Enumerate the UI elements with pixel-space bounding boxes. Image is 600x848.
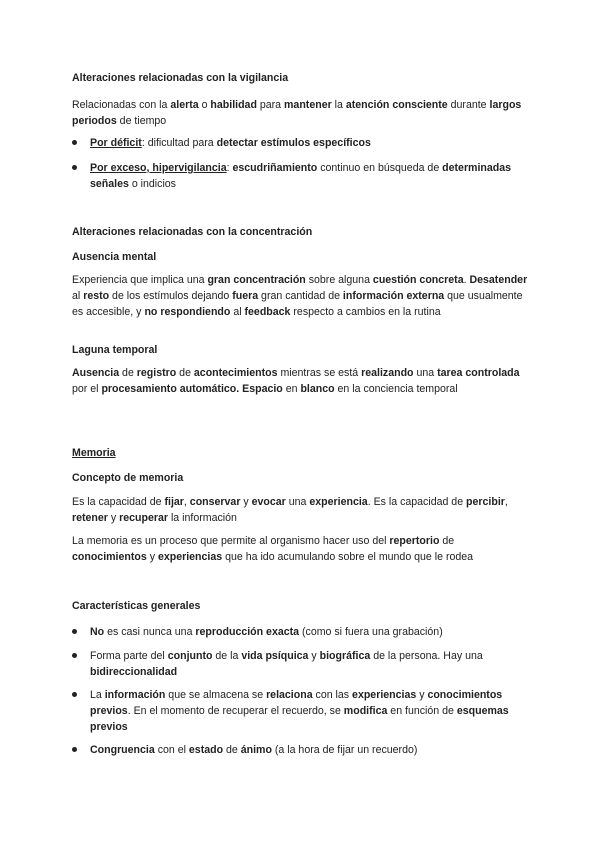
bullet-reproduccion: No es casi nunca una reproducción exacta (como si fuera una grabación) bbox=[90, 624, 528, 640]
bullet-dot bbox=[72, 653, 77, 658]
bullet-por-deficit: Por déficit: dificultad para detectar estímulos específicos bbox=[90, 135, 528, 151]
bullet-dot bbox=[72, 165, 77, 170]
bullet-dot bbox=[72, 692, 77, 697]
bullet-congruencia: Congruencia con el estado de ánimo (a la hora de fijar un recuerdo) bbox=[90, 742, 528, 758]
bullet-por-exceso: Por exceso, hipervigilancia: escudriñamiento continuo en búsqueda de determinadas señales o indicios bbox=[90, 160, 528, 192]
paragraph-laguna-temporal: Ausencia de registro de acontecimientos mientras se está realizando una tarea controlada por el procesamiento automático. Espacio en blanco en la conciencia temporal bbox=[72, 367, 520, 395]
paragraph-vigilancia-intro: Relacionadas con la alerta o habilidad para mantener la atención consciente durante largos periodos de tiempo bbox=[72, 99, 522, 127]
bullet-dot bbox=[72, 629, 77, 634]
bullet-dot bbox=[72, 140, 77, 145]
heading-memoria: Memoria bbox=[72, 447, 116, 459]
heading-concentracion: Alteraciones relacionadas con la concentración bbox=[72, 226, 313, 238]
paragraph-ausencia-mental: Experiencia que implica una gran concentración sobre alguna cuestión concreta. Desatender al resto de los estímulos dejando fuera gran cantidad de información externa que usualmente es accesible, y no respondiendo al feedback respecto a cambios en la rutina bbox=[72, 274, 528, 318]
paragraph-concepto-1: Es la capacidad de fijar, conservar y evocar una experiencia. Es la capacidad de percibir, retener y recuperar la información bbox=[72, 496, 508, 524]
subheading-ausencia-mental: Ausencia mental bbox=[72, 251, 157, 263]
subheading-laguna-temporal: Laguna temporal bbox=[72, 344, 158, 356]
subheading-caracteristicas: Características generales bbox=[72, 600, 201, 612]
paragraph-concepto-2: La memoria es un proceso que permite al organismo hacer uso del repertorio de conocimientos y experiencias que ha ido acumulando sobre el mundo que le rodea bbox=[72, 535, 474, 563]
subheading-concepto-memoria: Concepto de memoria bbox=[72, 472, 184, 484]
bullet-informacion: La información que se almacena se relaciona con las experiencias y conocimientos previos. En el momento de recuperar el recuerdo, se modifica en función de esquemas previos bbox=[90, 687, 528, 735]
heading-vigilancia: Alteraciones relacionadas con la vigilancia bbox=[72, 72, 289, 84]
bullet-dot bbox=[72, 747, 77, 752]
bullet-vida-psiquica: Forma parte del conjunto de la vida psíquica y biográfica de la persona. Hay una bidireccionalidad bbox=[90, 648, 528, 680]
